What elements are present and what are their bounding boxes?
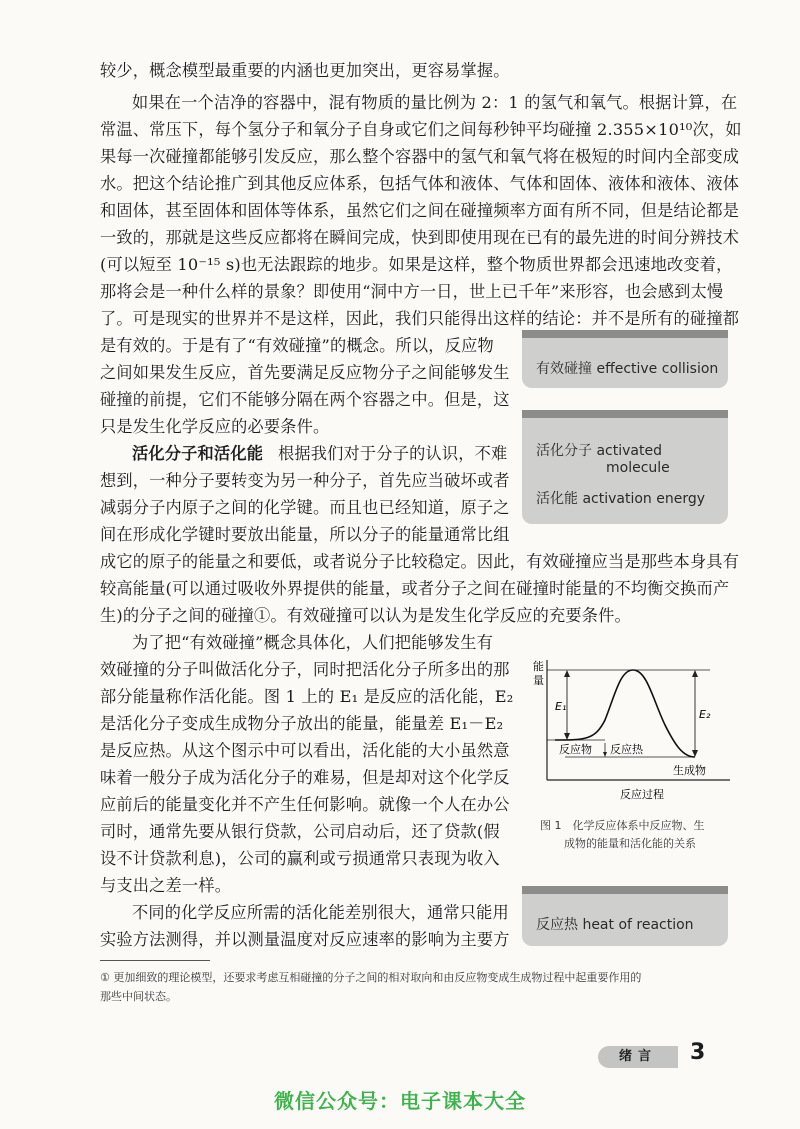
body-line: 常温、常压下，每个氢分子和氧分子自身或它们之间每秒钟平均碰撞 2.355×10¹⁰次，如 bbox=[100, 120, 742, 139]
glossary-term-activated-molecule-cont: molecule bbox=[606, 460, 670, 476]
page-number: 3 bbox=[690, 1040, 706, 1065]
body-line: 成它的原子的能量之和要低，或者说分子比较稳定。因此，有效碰撞应当是那些本身具有 bbox=[100, 552, 740, 571]
product-label: 生成物 bbox=[673, 764, 706, 777]
x-axis-label: 反应过程 bbox=[620, 788, 664, 801]
caption-line-2: 成物的能量和活化能的关系 bbox=[564, 837, 696, 850]
figure-caption bbox=[540, 817, 750, 853]
body-line: 为了把“有效碰撞”概念具体化，人们把能够发生有 bbox=[132, 633, 494, 652]
e1-arrowhead-top bbox=[564, 670, 570, 677]
body-line: 想到，一种分子要转变为另一种分子，首先应当破坏或者 bbox=[100, 471, 510, 490]
body-line: 如果在一个洁净的容器中，混有物质的量比例为 2：1 的氢气和氧气。根据计算，在 bbox=[132, 93, 738, 112]
glossary-term-activated-molecule: 活化分子 activated bbox=[536, 443, 662, 459]
heat-label: 反应热 bbox=[610, 743, 643, 756]
e2-arrowhead-top bbox=[692, 670, 698, 677]
footnote bbox=[100, 968, 740, 1006]
e2-arrowhead-bottom bbox=[692, 750, 698, 757]
body-line: 较高能量(可以通过吸收外界提供的能量，或者分子之间在碰撞时能量的不均衡交换而产 bbox=[100, 579, 730, 598]
body-line: 碰撞的前提，它们不能够分隔在两个容器之中。但是，这 bbox=[100, 390, 510, 409]
energy-diagram bbox=[525, 640, 750, 810]
glossary-term-effective-collision: 有效碰撞 effective collision bbox=[536, 361, 719, 377]
body-line: 司时，通常先要从银行贷款，公司启动后，还了贷款(假 bbox=[100, 822, 500, 841]
glossary-box-activated bbox=[522, 410, 728, 524]
body-line: 较少，概念模型最重要的内涵也更加突出，更容易掌握。 bbox=[100, 61, 510, 80]
body-line: 是反应热。从这个图示中可以看出，活化能的大小虽然意 bbox=[100, 741, 510, 760]
section-heading: 活化分子和活化能 bbox=[132, 444, 264, 463]
y-axis-label-1: 能 bbox=[533, 660, 544, 673]
body-line: 和固体，甚至固体和固体等体系，虽然它们之间在碰撞频率方面有所不同，但是结论都是 bbox=[100, 201, 740, 220]
body-line: 那将会是一种什么样的景象？即使用“洞中方一日，世上已千年”来形容，也会感到太慢 bbox=[100, 282, 724, 301]
section-tab: 绪言 bbox=[598, 1046, 678, 1068]
glossary-term-activation-energy: 活化能 activation energy bbox=[536, 491, 706, 507]
body-line: 味着一般分子成为活化分子的难易，但是却对这个化学反 bbox=[100, 768, 510, 787]
body-line: 一致的，那就是这些反应都将在瞬间完成，快到即使用现在已有的最先进的时间分辨技术 bbox=[100, 228, 740, 247]
footnote-line-1: ① 更加细致的理论模型，还要求考虑互相碰撞的分子之间的相对取向和由反应物变成生成物过程中起重要作用的 bbox=[100, 971, 642, 984]
body-line: 果每一次碰撞都能够引发反应，那么整个容器中的氢气和氧气将在极短的时间内全部变成 bbox=[100, 147, 740, 166]
body-line: 与支出之差一样。 bbox=[100, 876, 232, 895]
body-line: 效碰撞的分子叫做活化分子，同时把活化分子所多出的那 bbox=[100, 660, 510, 679]
footnote-divider bbox=[100, 960, 210, 961]
reactant-label: 反应物 bbox=[559, 743, 592, 756]
glossary-box-heat-of-reaction bbox=[522, 886, 728, 946]
body-line: 生)的分子之间的碰撞①。有效碰撞可以认为是发生化学反应的充要条件。 bbox=[100, 606, 631, 625]
body-line: 减弱分子内原子之间的化学键。而且也已经知道，原子之 bbox=[100, 498, 510, 517]
body-line: 应前后的能量变化并不产生任何影响。就像一个人在办公 bbox=[100, 795, 510, 814]
body-line: 水。把这个结论推广到其他反应体系，包括气体和液体、气体和固体、液体和液体、液体 bbox=[100, 174, 740, 193]
body-line: 实验方法测得，并以测量温度对反应速率的影响为主要方 bbox=[100, 930, 510, 949]
body-line: 根据我们对于分子的认识，不难 bbox=[278, 444, 508, 463]
e2-label: E₂ bbox=[699, 708, 711, 721]
body-line: 部分能量称作活化能。图 1 上的 E₁ 是反应的活化能，E₂ bbox=[100, 687, 514, 706]
body-line: 之间如果发生反应，首先要满足反应物分子之间能够发生 bbox=[100, 363, 510, 382]
body-line: 不同的化学反应所需的活化能差别很大，通常只能用 bbox=[132, 903, 509, 922]
body-line: (可以短至 10⁻¹⁵ s)也无法跟踪的地步。如果是这样，整个物质世界都会迅速地改变着， bbox=[100, 255, 733, 274]
y-axis-label-2: 量 bbox=[533, 674, 544, 687]
glossary-box-effective-collision bbox=[522, 330, 728, 388]
body-line: 间在形成化学键时要放出能量，所以分子的能量通常比组 bbox=[100, 525, 510, 544]
e1-label: E₁ bbox=[555, 700, 567, 713]
body-line: 是有效的。于是有了“有效碰撞”的概念。所以，反应物 bbox=[100, 336, 494, 355]
body-line: 设不计贷款利息)，公司的赢利或亏损通常只表现为收入 bbox=[100, 849, 500, 868]
glossary-term-heat-of-reaction: 反应热 heat of reaction bbox=[536, 917, 694, 933]
body-line: 了。可是现实的世界并不是这样，因此，我们只能得出这样的结论：并不是所有的碰撞都 bbox=[100, 309, 740, 328]
footnote-line-2: 那些中间状态。 bbox=[100, 990, 177, 1003]
body-line: 是活化分子变成生成物分子放出的能量，能量差 E₁－E₂ bbox=[100, 714, 504, 733]
watermark: 微信公众号：电子课本大全 bbox=[274, 1089, 526, 1113]
heat-arrowhead bbox=[603, 752, 607, 757]
caption-line-1: 图 1 化学反应体系中反应物、生 bbox=[540, 819, 705, 832]
body-line: 只是发生化学反应的必要条件。 bbox=[100, 417, 330, 436]
